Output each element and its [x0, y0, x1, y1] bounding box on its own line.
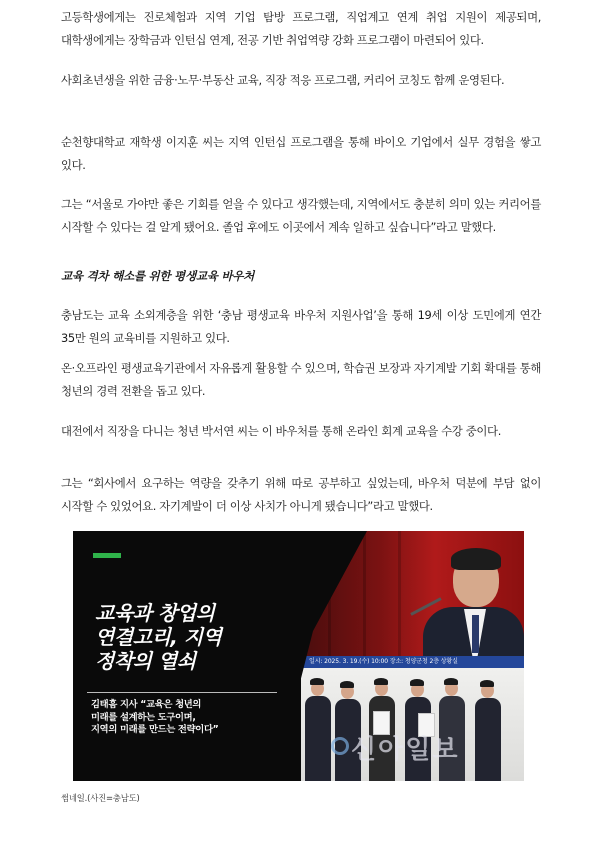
thumbnail-quote	[91, 699, 301, 737]
article-thumbnail-image	[73, 531, 524, 781]
body-paragraph: 충남도는 교육 소외계층을 위한 ‘충남 평생교육 바우처 지원사업’을 통해 19세 이상 도민에게 연간 35만 원의 교육비를 지원하고 있다.	[61, 308, 541, 345]
thumbnail-headline	[95, 601, 300, 673]
watermark-logo-icon	[331, 737, 349, 755]
event-banner-text: 일시: 2025. 3. 19.(수) 10:00 장소: 청양군청 2층 상황실	[309, 658, 458, 665]
body-paragraph: 온·오프라인 평생교육기관에서 자유롭게 활용할 수 있으며, 학습권 보장과 자기계발 기회 확대를 통해 청년의 경력 전환을 돕고 있다.	[61, 361, 541, 398]
image-caption: 썸네일.(사진=충남도)	[61, 793, 140, 803]
headline-line: 연결고리, 지역	[95, 625, 222, 649]
quote-line: 미래를 설계하는 도구이며,	[91, 711, 196, 723]
body-paragraph: 그는 “서울로 가야만 좋은 기회를 얻을 수 있다고 생각했는데, 지역에서도 충분히 의미 있는 커리어를 시작할 수 있다는 걸 알게 됐어요. 졸업 후에도 이곳에서 계속 일하고 싶습니다”라고 말했다.	[61, 197, 541, 234]
body-paragraph: 고등학생에게는 진로체험과 지역 기업 탐방 프로그램, 직업계고 연계 취업 지원이 제공되며, 대학생에게는 장학금과 인턴십 연계, 전공 기반 취업역량 강화 프로그램이 마련되어 있다.	[61, 10, 541, 47]
quote-line: 지역의 미래를 만드는 전략이다”	[91, 724, 219, 735]
headline-line: 교육과 창업의	[95, 601, 215, 625]
divider	[87, 692, 277, 693]
section-subheading: 교육 격차 해소를 위한 평생교육 바우처	[61, 269, 255, 283]
body-paragraph: 그는 “회사에서 요구하는 역량을 갖추기 위해 따로 공부하고 싶었는데, 바우처 덕분에 부담 없이 시작할 수 있었어요. 자기계발이 더 이상 사치가 아니게 됐습니다”라고 말했다.	[61, 476, 541, 513]
quote-line: 김태흠 지사 “교육은 청년의	[91, 699, 202, 710]
body-paragraph: 대전에서 직장을 다니는 청년 박서연 씨는 이 바우처를 통해 온라인 회계 교육을 수강 중이다.	[61, 424, 501, 438]
headline-line: 정착의 열쇠	[95, 649, 196, 673]
watermark-text: 신아일보	[351, 735, 460, 765]
accent-bar	[93, 553, 121, 558]
body-paragraph: 순천향대학교 재학생 이지훈 씨는 지역 인턴십 프로그램을 통해 바이오 기업에서 실무 경험을 쌓고 있다.	[61, 135, 541, 172]
body-paragraph: 사회초년생을 위한 금융·노무·부동산 교육, 직장 적응 프로그램, 커리어 코칭도 함께 운영된다.	[61, 73, 505, 87]
